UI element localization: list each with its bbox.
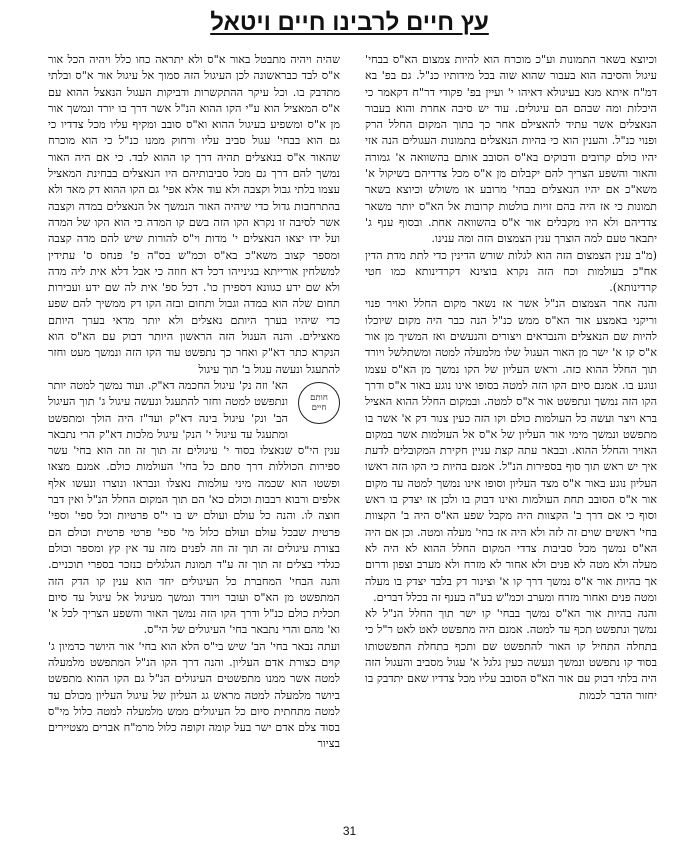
text-column-right: [365, 52, 657, 812]
paragraph: (מ"ב ענין הצמצום הזה הוא לגלות שורש הדינין כדי לתת מדת הדין אח"כ בעולמות וכח הזה נקרא בוצינא דקרדינותא כמו חטי קרדינותא).: [365, 248, 657, 295]
seal-text: חותם חיים: [310, 392, 328, 413]
seal-figure: [294, 382, 340, 428]
paragraph: שהיה ויהיה מתבטל באור א"ס ולא יתראה כחו כלל ויהיה הכל אור א"ס לבד כבראשונה לכן העיגול הזה סמוך אל עיגול אור א"ס ובלתי מתדבק בו. וכל עיקר ההתקשרות ודביקות העגול הנאצל ההוא עם א"ס המאציל הוא ע"י הקו ההוא הנ"ל אשר דרך בו יורד ונמשך אור מן א"ס ומשפיע בעיגול ההוא וא"ס סובב ומקיף עליו מכל צדדיו כי גם הוא בבחי' עגול סביב עליו ורחוק ממנו כנ"ל כי הוא מוכרח שהאור א"ס בנאצלים תהיה דרך קו ההוא לבד. כי אם היה האור נמשך להם דרך גם מכל סביבותיהם היו הנאצלים בבחינת המאציל עצמו בלתי גבול וקצבה ולא עוד אלא אפי' גם הקו ההוא דק מאד ולא בהתרחבות גדול כדי שיהיה האור הנמשך אל הנאצלים במדה וקצבה אשר לסיבה זו נקרא הקו הזה בשם קו המדה כי הוא הקו של המדה ועל ידו יצאו הנאצלים י' מדות וי"ס להורות שיש להם מדה קצבה ומספר קצוב משא"כ בא"ס וכמ"ש בס"ה פ' פנחס ס' עתידין למשלחין אורייתא בגינייהו דכל דא חוזה כי אבל דלא אית ליה מדה ולא שם ידע כגוונא דספירן כו'. דכל ספ' אית לה שם ידע ועבירות תחום שלה הוא במדה וגבול ותחום ובזה הקו דק ממשיך להם שפע כדי שיהיו בערך היותם נאצלים ולא יותר מדאי בערך היותם מאצילים. והנה העגול הזה הראשון היותר דבוק עם הא"ס הוא הנקרא כתר דא"ק ואחר כך נתפשט עוד הקו הזה ונמשך מעט וחזר להתעגל ונעשה עגול ב' תוך עיגול: [48, 53, 340, 376]
paragraph: והנה אחר הצמצום הנ"ל אשר אז נשאר מקום החלל ואויר פנוי וריקני באמצע אור הא"ס ממש כנ"ל הנה כבר היה מקום שיוכלו להיות שם הנאצלים והנבראים ויצורים והנעשים ואז המשיך מן אור א"ס קו א' ישר מן האור העגול שלו מלמעלה למטה ומשתלשל ויורד תוך החלל ההוא כזה. וראש העליון של הקו נמשך מן הא"ס עצמו ונוגע בו. אמנם סיום הקו הזה למטה בסופו אינו נוגע באור א"ס ודרך הקו הזה נמשך ונתפשט אור א"ס למטה. ובמקום החלל ההוא האציל ברא ויצר ועשה כל העולמות כולם וקו הזה כעין צנור דק א' אשר בו מתפשט ונמשך מימי אור העליון של א"ס אל העולמות אשר במקום האויר והחלל ההוא. ובבאר עתה קצת עניין חקירת המקובלים לדעת איך יש ראש תוך סוף בספירות הנ"ל. אמנם בהיות כי הקו הזה ראשו העליון נוגע באור א"ס מצד העליון וסופו אינו נמשך למטה עד מקום אור א"ס הסובב תחת העולמות ואינו דבוק בו ולכן אז יצדק בו ראש וסוף כי אם דרך ב' הקצוות היה מקבל שפע הא"ס היה ב' הקצוות בחי' ראשים שוים זה לזה ולא היה אז בחי' מעלה ומטה. וכן אם היה הא"ס נמשך מכל סביבות צדדי המקום החלל ההוא לא היה לא מעלה ולא מטה לא פנים ולא אחור לא מזרח ולא מערב וצפון ודרום אך בהיות אור א"ס נמשך דרך קו א' וצינור דק בלבד יצדק בו מעלה ומטה פנים ואחור מזרח ומערב וכמ"ש בע"ה בענף זה בכלל דברים.: [365, 297, 657, 604]
paragraph: ועתה נבאר בחי' הב' שיש בי"ס הלא הוא בחי' אור היושר כדמיון ג' קוים כצורת אדם העליון. והנה דרך הקו הנ"ל המתפשט מלמעלה למטה אשר ממנו מתפשטים העיגולים הנ"ל גם הקו ההוא מתפשט ביושר מלמעלה למטה מראש גג העליון של עיגול העליון מכולם עד למטה מתחתית סיום כל העיגולים ממש מלמעלה למטה כלול מי"ס בסוד צלם אדם ישר בעל קומה זקופה כלול מרמ"ח אברים מצטיירים בציור: [48, 639, 340, 751]
seal-icon: [298, 382, 340, 424]
text-column-left: [48, 52, 340, 812]
page-number: 31: [342, 824, 357, 838]
page-title: עץ חיים לרבינו חיים ויטאל: [210, 9, 489, 36]
paragraph: הא' וזה נק' עיגול החכמה דא"ק. ועוד נמשך למטה יותר ונתפשט למטה וחזר להתעגל ונעשה עיגול ג' תוך העיגול הב' ונק' עיגול בינה דא"ק ועד"ז היה הולך ומתפשט ומתעגל עד עיגול י' הנק' עיגול מלכות דא"ק הרי נתבאר ענין הי"ס שנאצלו בסוד י' עיגולים זה תוך זה וזה הוא בחי' עשר ספירות הכוללות דרך סתם כל בחי' העולמות כולם. אמנם מצאו ופשטו הוא שכמה מיני עולמות נאצלו ונבראו ונוצרו ונעשו אלף אלפים ורבוא רבבות וכולם כא' הם תוך המקום החלל הנ"ל ואין דבר חוצה לו. והנה כל עולם ועולם יש בו י"ס פרטיות וכל ספי' וספי' פרטית שבכל עולם ועולם כלול מי' ספי' פרטי פרטית וכולם הם בצורת עיגולים זה תוך זה וזה לפנים מזה עד אין קץ ומספר וכולם כגלדי בצלים זה תוך זה ע"ד תמונת הגלגלים כנזכר בספרי תוכניים. והנה הבחי' המחברת כל העיגולים יחד הוא ענין קו הדק הזה המתפשט מן הא"ס ועובר ויורד ונמשך מעיגול אל עיגול עד סיום תכלית כולם כנ"ל ודרך הקו הזה נמשך האור והשפע הצריך לכל א' וא' מהם והרי נתבאר בחי' העיגולים של הי"ס.: [48, 378, 340, 637]
paragraph: והנה בהיות אור הא"ס נמשך בבחי' קו ישר תוך החלל הנ"ל לא נמשך ונתפשט תכף עד למטה. אמנם היה מתפשט לאט לאט ר"ל כי בתחלה התחיל קו האור להתפשט שם ותכף בתחלת התפשטותו בסוד קו נתפשט ונמשך ונעשה כעין גלגל א' עגול מסביב והעגול הזה היה בלתי דבוק עם אור הא"ס הסובב עליו מכל צדדיו שאם יתדבק בו יחזור הדבר לכמות: [365, 607, 657, 702]
paragraph: וכיוצא בשאר התמונות וע"כ מוכרח הוא להיות צמצום הא"ס בבחי' עיגול והסיבה הוא בעבור שהוא שוה בכל מידותיו כנ"ל. גם בפ' בא דמ"ח איתא מנא בעיגולא דאיהו י' ועיין בפ' פקודי דר"ח דקאמר כי היכלות ומה שבהם הם עיגולים. עוד יש סיבה אחרת והוא בעבור הנאצלים אשר עתיד להאצילם אחר כך בתוך המקום החלל הרק ופנוי כנ"ל. והענין הוא כי בהיות הנאצלים בתמונות העגולים הנה אזי יהיו כולם קרובים ודבוקים בא"ס הסובב אותם בהשוואה א' גמורה והאור והשפע הצריך להם יקבלום מן א"ס מכל צדדיהם בשיקול א' משא"כ אם יהיו הנאצלים בבחי' מרובע או משולש וכיוצא בשאר תמונות כי אז היה בהם זויות בולטות קרובות אל הא"ס יותר משאר צדדיהם ולא היו מקבלים אור א"ס בהשוואה אחת. ובסוף ענף ג' יתבאר טעם למה הוצרך ענין הצמצום הזה ומה ענינו.: [365, 53, 657, 246]
